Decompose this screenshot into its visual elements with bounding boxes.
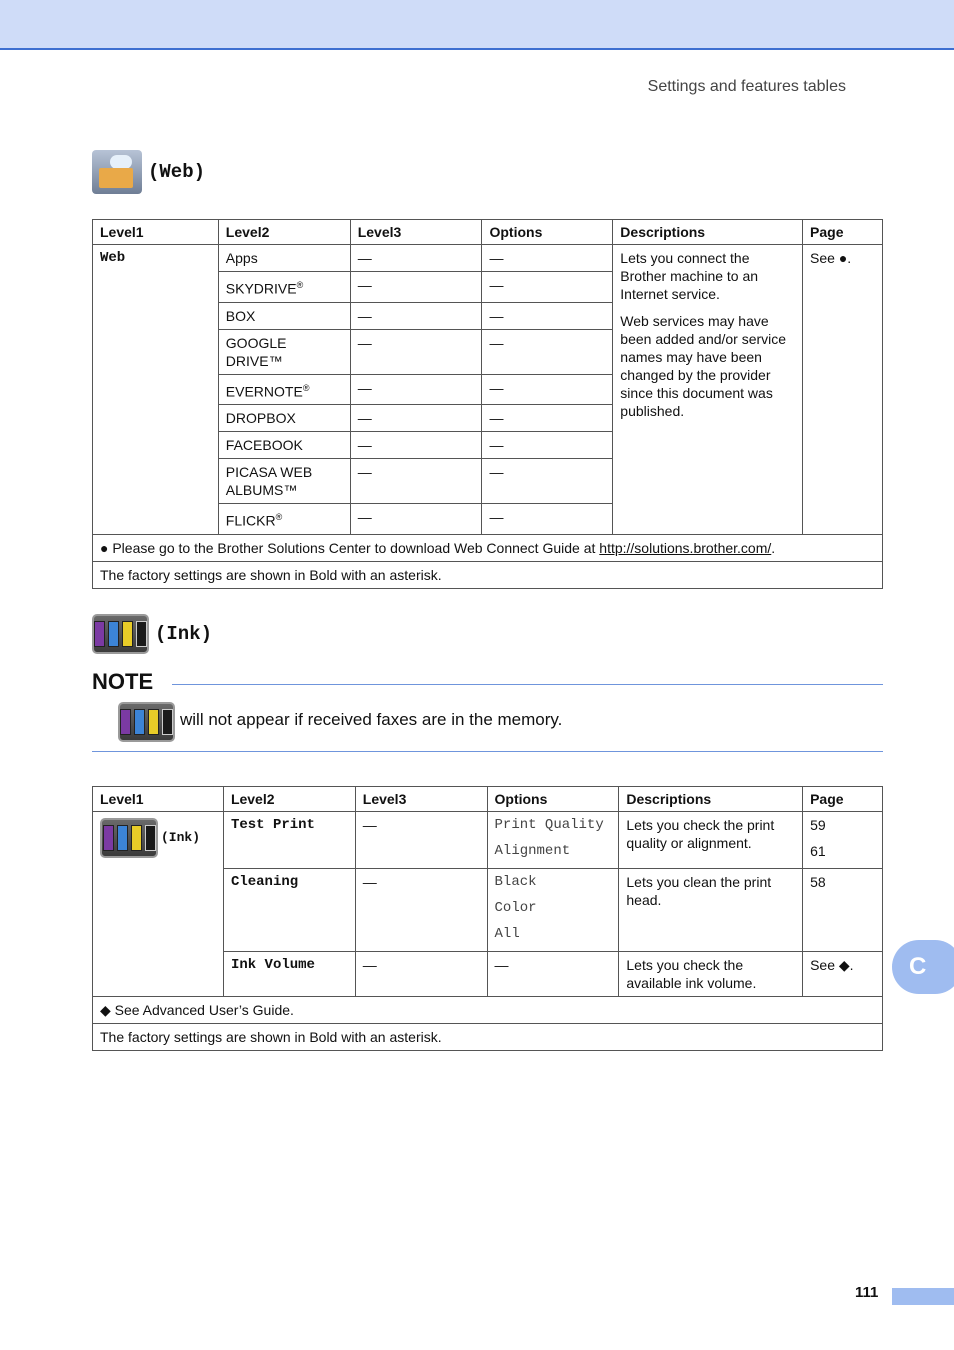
options-cell: — — [487, 952, 619, 997]
option-item: Alignment — [494, 843, 571, 859]
ink-icon — [100, 818, 158, 858]
level1-web: Web — [93, 245, 219, 535]
header-level2: Level2 — [223, 787, 355, 812]
level3-cell: — — [350, 329, 482, 374]
options-cell: — — [482, 432, 613, 459]
level3-cell: — — [350, 302, 482, 329]
header-options: Options — [482, 220, 613, 245]
level2-cell: FLICKR® — [218, 504, 350, 535]
level3-cell: — — [355, 812, 487, 869]
level3-cell: — — [350, 374, 482, 405]
level3-cell: — — [355, 952, 487, 997]
header-level3: Level3 — [350, 220, 482, 245]
web-footnote: ● Please go to the Brother Solutions Center to download Web Connect Guide at http://solutions.brother.com/. — [93, 534, 883, 561]
header-page: Page — [803, 787, 883, 812]
option-item: Black — [494, 874, 537, 890]
web-factory-note: The factory settings are shown in Bold with an asterisk. — [93, 561, 883, 588]
description-para-2: Web services may have been added and/or service names may have been changed by the provider since this document was published. — [620, 313, 787, 419]
web-description — [613, 245, 803, 535]
appendix-side-tab: C — [892, 940, 954, 994]
web-section-label: (Web) — [148, 161, 206, 183]
header-page: Page — [803, 220, 883, 245]
level2-cell: DROPBOX — [218, 405, 350, 432]
level3-cell: — — [350, 245, 482, 272]
page-number-tab — [892, 1288, 954, 1305]
table-row — [93, 245, 883, 272]
options-cell: — — [482, 302, 613, 329]
level1-ink-label: (Ink) — [161, 830, 201, 845]
description-cell: Lets you check the print quality or alignment. — [619, 812, 803, 869]
table-header-row — [93, 787, 883, 812]
header-level1: Level1 — [93, 787, 224, 812]
ink-factory-note: The factory settings are shown in Bold with an asterisk. — [93, 1024, 883, 1051]
level2-cell: FACEBOOK — [218, 432, 350, 459]
level2-cell: Apps — [218, 245, 350, 272]
table-header-row — [93, 220, 883, 245]
level2-cell: Cleaning — [223, 869, 355, 952]
description-para-1: Lets you connect the Brother machine to an Internet service. — [620, 250, 759, 302]
note-title: NOTE — [92, 669, 154, 694]
level2-cell: SKYDRIVE® — [218, 272, 350, 303]
ink-section-label: (Ink) — [155, 623, 213, 645]
footnote-row — [93, 997, 883, 1024]
options-cell: — — [482, 504, 613, 535]
level2-cell: Ink Volume — [223, 952, 355, 997]
options-cell: — — [482, 374, 613, 405]
options-cell: — — [482, 329, 613, 374]
factory-note-row — [93, 561, 883, 588]
page-cell: 58 — [803, 869, 883, 952]
level3-cell: — — [355, 869, 487, 952]
page-cell — [803, 812, 883, 869]
note-top-rule — [172, 684, 883, 685]
level2-cell: PICASA WEB ALBUMS™ — [218, 459, 350, 504]
note-text: will not appear if received faxes are in the memory. — [180, 710, 563, 729]
level1-ink — [93, 812, 224, 997]
header-descriptions: Descriptions — [613, 220, 803, 245]
level3-cell: — — [350, 272, 482, 303]
web-icon — [92, 150, 142, 194]
level2-cell: GOOGLE DRIVE™ — [218, 329, 350, 374]
option-item: Color — [494, 900, 537, 916]
level3-cell: — — [350, 405, 482, 432]
ink-settings-table — [92, 786, 883, 1051]
header-options: Options — [487, 787, 619, 812]
level3-cell: — — [350, 459, 482, 504]
description-cell: Lets you clean the print head. — [619, 869, 803, 952]
options-cell: — — [482, 459, 613, 504]
options-cell: — — [482, 272, 613, 303]
options-cell: — — [482, 405, 613, 432]
ink-footnote: ◆ See Advanced User’s Guide. — [93, 997, 883, 1024]
ink-icon — [118, 702, 175, 742]
options-cell: — — [482, 245, 613, 272]
web-settings-table — [92, 219, 883, 589]
level3-cell: — — [350, 432, 482, 459]
web-section-heading — [92, 150, 205, 194]
level2-cell: Test Print — [223, 812, 355, 869]
ink-icon — [92, 614, 149, 654]
page-number-item: 61 — [810, 843, 826, 859]
option-item: All — [494, 926, 520, 942]
level3-cell: — — [350, 504, 482, 535]
page-number: 111 — [855, 1284, 879, 1301]
header-descriptions: Descriptions — [619, 787, 803, 812]
web-page-ref: See ●. — [803, 245, 883, 535]
header-level2: Level2 — [218, 220, 350, 245]
top-header-band — [0, 0, 954, 50]
table-row — [93, 812, 883, 869]
level2-cell: EVERNOTE® — [218, 374, 350, 405]
header-level1: Level1 — [93, 220, 219, 245]
header-level3: Level3 — [355, 787, 487, 812]
solutions-center-link[interactable]: http://solutions.brother.com/ — [599, 539, 772, 556]
page-cell: See ◆. — [803, 952, 883, 997]
options-cell — [487, 869, 619, 952]
factory-note-row — [93, 1024, 883, 1051]
page-number-item: 59 — [810, 817, 826, 833]
option-item: Print Quality — [494, 817, 604, 833]
footnote-row — [93, 534, 883, 561]
ink-section-heading — [92, 614, 212, 654]
description-cell: Lets you check the available ink volume. — [619, 952, 803, 997]
note-bottom-rule — [92, 751, 883, 752]
options-cell — [487, 812, 619, 869]
level2-cell: BOX — [218, 302, 350, 329]
header-title: Settings and features tables — [647, 78, 846, 95]
